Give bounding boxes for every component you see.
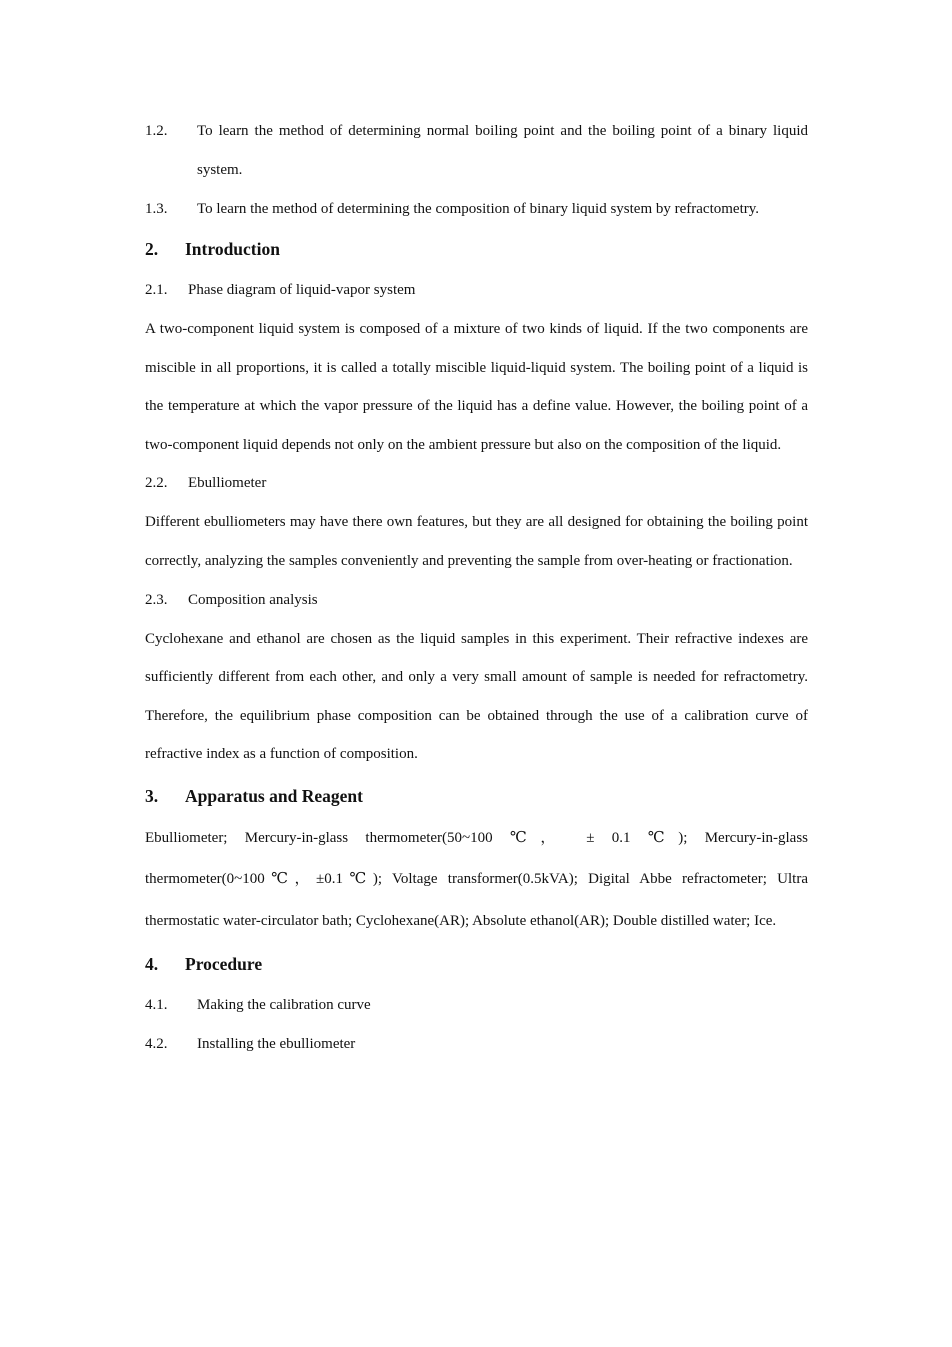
procedure-number: 4.1. <box>145 997 168 1014</box>
section-heading-introduction <box>145 227 808 271</box>
subsection-number: 2.3. <box>145 591 168 608</box>
procedure-text: Installing the ebulliometer <box>197 1036 356 1053</box>
section-heading-apparatus <box>145 774 808 818</box>
procedure-item <box>145 1025 808 1064</box>
objective-text: To learn the method of determining normal boiling point and the boiling point of a binary liquid system. <box>197 123 808 178</box>
section-title: Procedure <box>185 954 263 975</box>
section-title: Introduction <box>185 239 280 259</box>
page-content <box>145 112 808 1064</box>
body-paragraph: Cyclohexane and ethanol are chosen as the liquid samples in this experiment. Their refractive indexes are sufficiently different from each other, and only a very small amount of sample is needed for refractometry. Therefore, the equilibrium phase composition can be obtained through the use of a calibration curve of refractive index as a function of composition. <box>145 630 808 763</box>
subsection-title: Composition analysis <box>188 591 318 608</box>
subsection-title: Phase diagram of liquid-vapor system <box>188 282 416 298</box>
objective-number: 1.2. <box>145 123 168 139</box>
objective-text: To learn the method of determining the composition of binary liquid system by refractometry. <box>197 201 760 217</box>
subsection-heading <box>145 464 808 503</box>
section-heading-procedure <box>145 942 808 986</box>
body-paragraph: Different ebulliometers may have there own features, but they are all designed for obtaining the boiling point correctly, analyzing the samples conveniently and preventing the sample from over-heating or fractionation. <box>145 514 808 569</box>
subsection-title: Ebulliometer <box>188 475 267 492</box>
procedure-text: Making the calibration curve <box>197 997 371 1014</box>
body-paragraph: A two-component liquid system is composed of a mixture of two kinds of liquid. If the two components are miscible in all proportions, it is called a totally miscible liquid-liquid system. The boiling point of a liquid is the temperature at which the vapor pressure of the liquid has a define value. However, the boiling point of a two-component liquid depends not only on the ambient pressure but also on the composition of the liquid. <box>145 321 808 453</box>
procedure-number: 4.2. <box>145 1036 168 1053</box>
objective-item <box>145 112 808 190</box>
section-number: 4. <box>145 954 159 975</box>
objective-number: 1.3. <box>145 201 168 217</box>
procedure-item <box>145 986 808 1025</box>
subsection-heading <box>145 271 808 310</box>
body-paragraph: Ebulliometer; Mercury-in-glass thermometer(50~100 ℃， ± 0.1 ℃); Mercury-in-glass thermometer(0~100℃，±0.1℃); Voltage transformer(0.5kVA); Digital Abbe refractometer; Ultra thermostatic water-circulator bath; Cyclohexane(AR); Absolute ethanol(AR); Double distilled water; Ice. <box>145 829 808 929</box>
objective-item <box>145 190 808 229</box>
section-number: 3. <box>145 785 159 806</box>
subsection-number: 2.2. <box>145 475 168 492</box>
subsection-heading <box>145 581 808 620</box>
subsection-number: 2.1. <box>145 282 168 298</box>
section-title: Apparatus and Reagent <box>185 785 363 806</box>
section-number: 2. <box>145 239 159 259</box>
